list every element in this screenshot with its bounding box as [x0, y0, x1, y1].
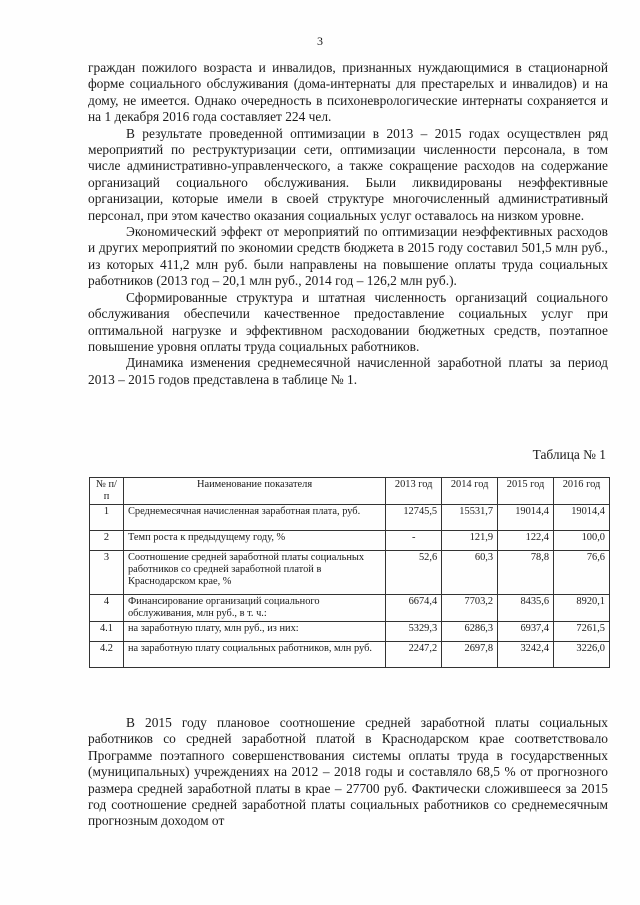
value-cell: 121,9	[442, 531, 498, 551]
indicator-name: Среднемесячная начисленная заработная плата, руб.	[123, 505, 385, 531]
header-2015: 2015 год	[498, 478, 554, 505]
value-cell: 19014,4	[554, 505, 610, 531]
value-cell: 60,3	[442, 551, 498, 595]
table-row	[90, 551, 610, 595]
bottom-text	[88, 715, 608, 830]
value-cell: 122,4	[498, 531, 554, 551]
indicator-name: Темп роста к предыдущему году, %	[123, 531, 385, 551]
value-cell: 6286,3	[442, 622, 498, 642]
row-number: 1	[90, 505, 124, 531]
body-text	[88, 60, 608, 388]
value-cell: -	[386, 531, 442, 551]
header-num: № п/п	[90, 478, 124, 505]
row-number: 3	[90, 551, 124, 595]
paragraph-3: Экономический эффект от мероприятий по оптимизации неэффективных расходов и других мероприятий по экономии средств бюджета в 2015 году составил 501,5 млн руб., из которых 411,2 млн руб. были направлены на повышение оплаты труда социальных работников (2013 год – 20,1 млн руб., 2014 год – 126,2 млн руб.).	[88, 224, 608, 289]
page-number: 3	[317, 34, 323, 48]
table-header-row	[90, 478, 610, 505]
value-cell: 7703,2	[442, 595, 498, 622]
indicator-name: Соотношение средней заработной платы социальных работников со средней заработной платой в Краснодарском крае, %	[123, 551, 385, 595]
value-cell: 12745,5	[386, 505, 442, 531]
row-number: 4.2	[90, 642, 124, 668]
paragraph-5: Динамика изменения среднемесячной начисленной заработной платы за период 2013 – 2015 годов представлена в таблице № 1.	[88, 355, 608, 387]
value-cell: 100,0	[554, 531, 610, 551]
salary-table	[89, 477, 610, 668]
value-cell: 76,6	[554, 551, 610, 595]
indicator-name: на заработную плату социальных работников, млн руб.	[123, 642, 385, 668]
indicator-name: на заработную плату, млн руб., из них:	[123, 622, 385, 642]
row-number: 4	[90, 595, 124, 622]
header-name: Наименование показателя	[123, 478, 385, 505]
header-2013: 2013 год	[386, 478, 442, 505]
table-row	[90, 531, 610, 551]
paragraph-6: В 2015 году плановое соотношение средней заработной платы социальных работников со средней заработной платой в Краснодарском крае соответствовало Программе поэтапного совершенствования системы оплаты труда в государственных (муниципальных) учреждениях на 2012 – 2018 годы и составляло 68,5 % от прогнозного размера средней заработной платы в крае – 27700 руб. Фактически сложившееся за 2015 год соотношение средней заработной платы социальных работников со среднемесячным прогнозным доходом от	[88, 715, 608, 829]
paragraph-2: В результате проведенной оптимизации в 2013 – 2015 годах осуществлен ряд мероприятий по реструктуризации сети, оптимизации численности персонала, в том числе административно-управленческого, а также сокращение расходов на содержание организаций социального обслуживания. Были ликвидированы неэффективные организации, которые имели в своей структуре многочисленный административный персонал, при этом качество оказания социальных услуг оставалось на низком уровне.	[88, 125, 608, 223]
value-cell: 3226,0	[554, 642, 610, 668]
value-cell: 6674,4	[386, 595, 442, 622]
table-row	[90, 642, 610, 668]
value-cell: 6937,4	[498, 622, 554, 642]
table-row	[90, 622, 610, 642]
value-cell: 5329,3	[386, 622, 442, 642]
value-cell: 15531,7	[442, 505, 498, 531]
indicator-name: Финансирование организаций социального обслуживания, млн руб., в т. ч.:	[123, 595, 385, 622]
value-cell: 8435,6	[498, 595, 554, 622]
table-row	[90, 595, 610, 622]
row-number: 2	[90, 531, 124, 551]
value-cell: 8920,1	[554, 595, 610, 622]
value-cell: 52,6	[386, 551, 442, 595]
paragraph-4: Сформированные структура и штатная численность организаций социального обслуживания обеспечили качественное предоставление социальных услуг при оптимальной нагрузке и эффективном расходовании бюджетных средств, поэтапное повышение уровня оплаты труда социальных работников.	[88, 289, 608, 354]
table-row	[90, 505, 610, 531]
value-cell: 2247,2	[386, 642, 442, 668]
value-cell: 3242,4	[498, 642, 554, 668]
header-2014: 2014 год	[442, 478, 498, 505]
paragraph-1: граждан пожилого возраста и инвалидов, признанных нуждающимися в стационарной форме социального обслуживания (дома-интернаты для престарелых и инвалидов) и на дому, не имеется. Однако очередность в психоневрологические интернаты сохраняется и на 1 декабря 2016 года составляет 224 чел.	[88, 60, 608, 125]
table-title: Таблица № 1	[532, 447, 606, 462]
value-cell: 2697,8	[442, 642, 498, 668]
value-cell: 19014,4	[498, 505, 554, 531]
row-number: 4.1	[90, 622, 124, 642]
value-cell: 7261,5	[554, 622, 610, 642]
header-2016: 2016 год	[554, 478, 610, 505]
value-cell: 78,8	[498, 551, 554, 595]
